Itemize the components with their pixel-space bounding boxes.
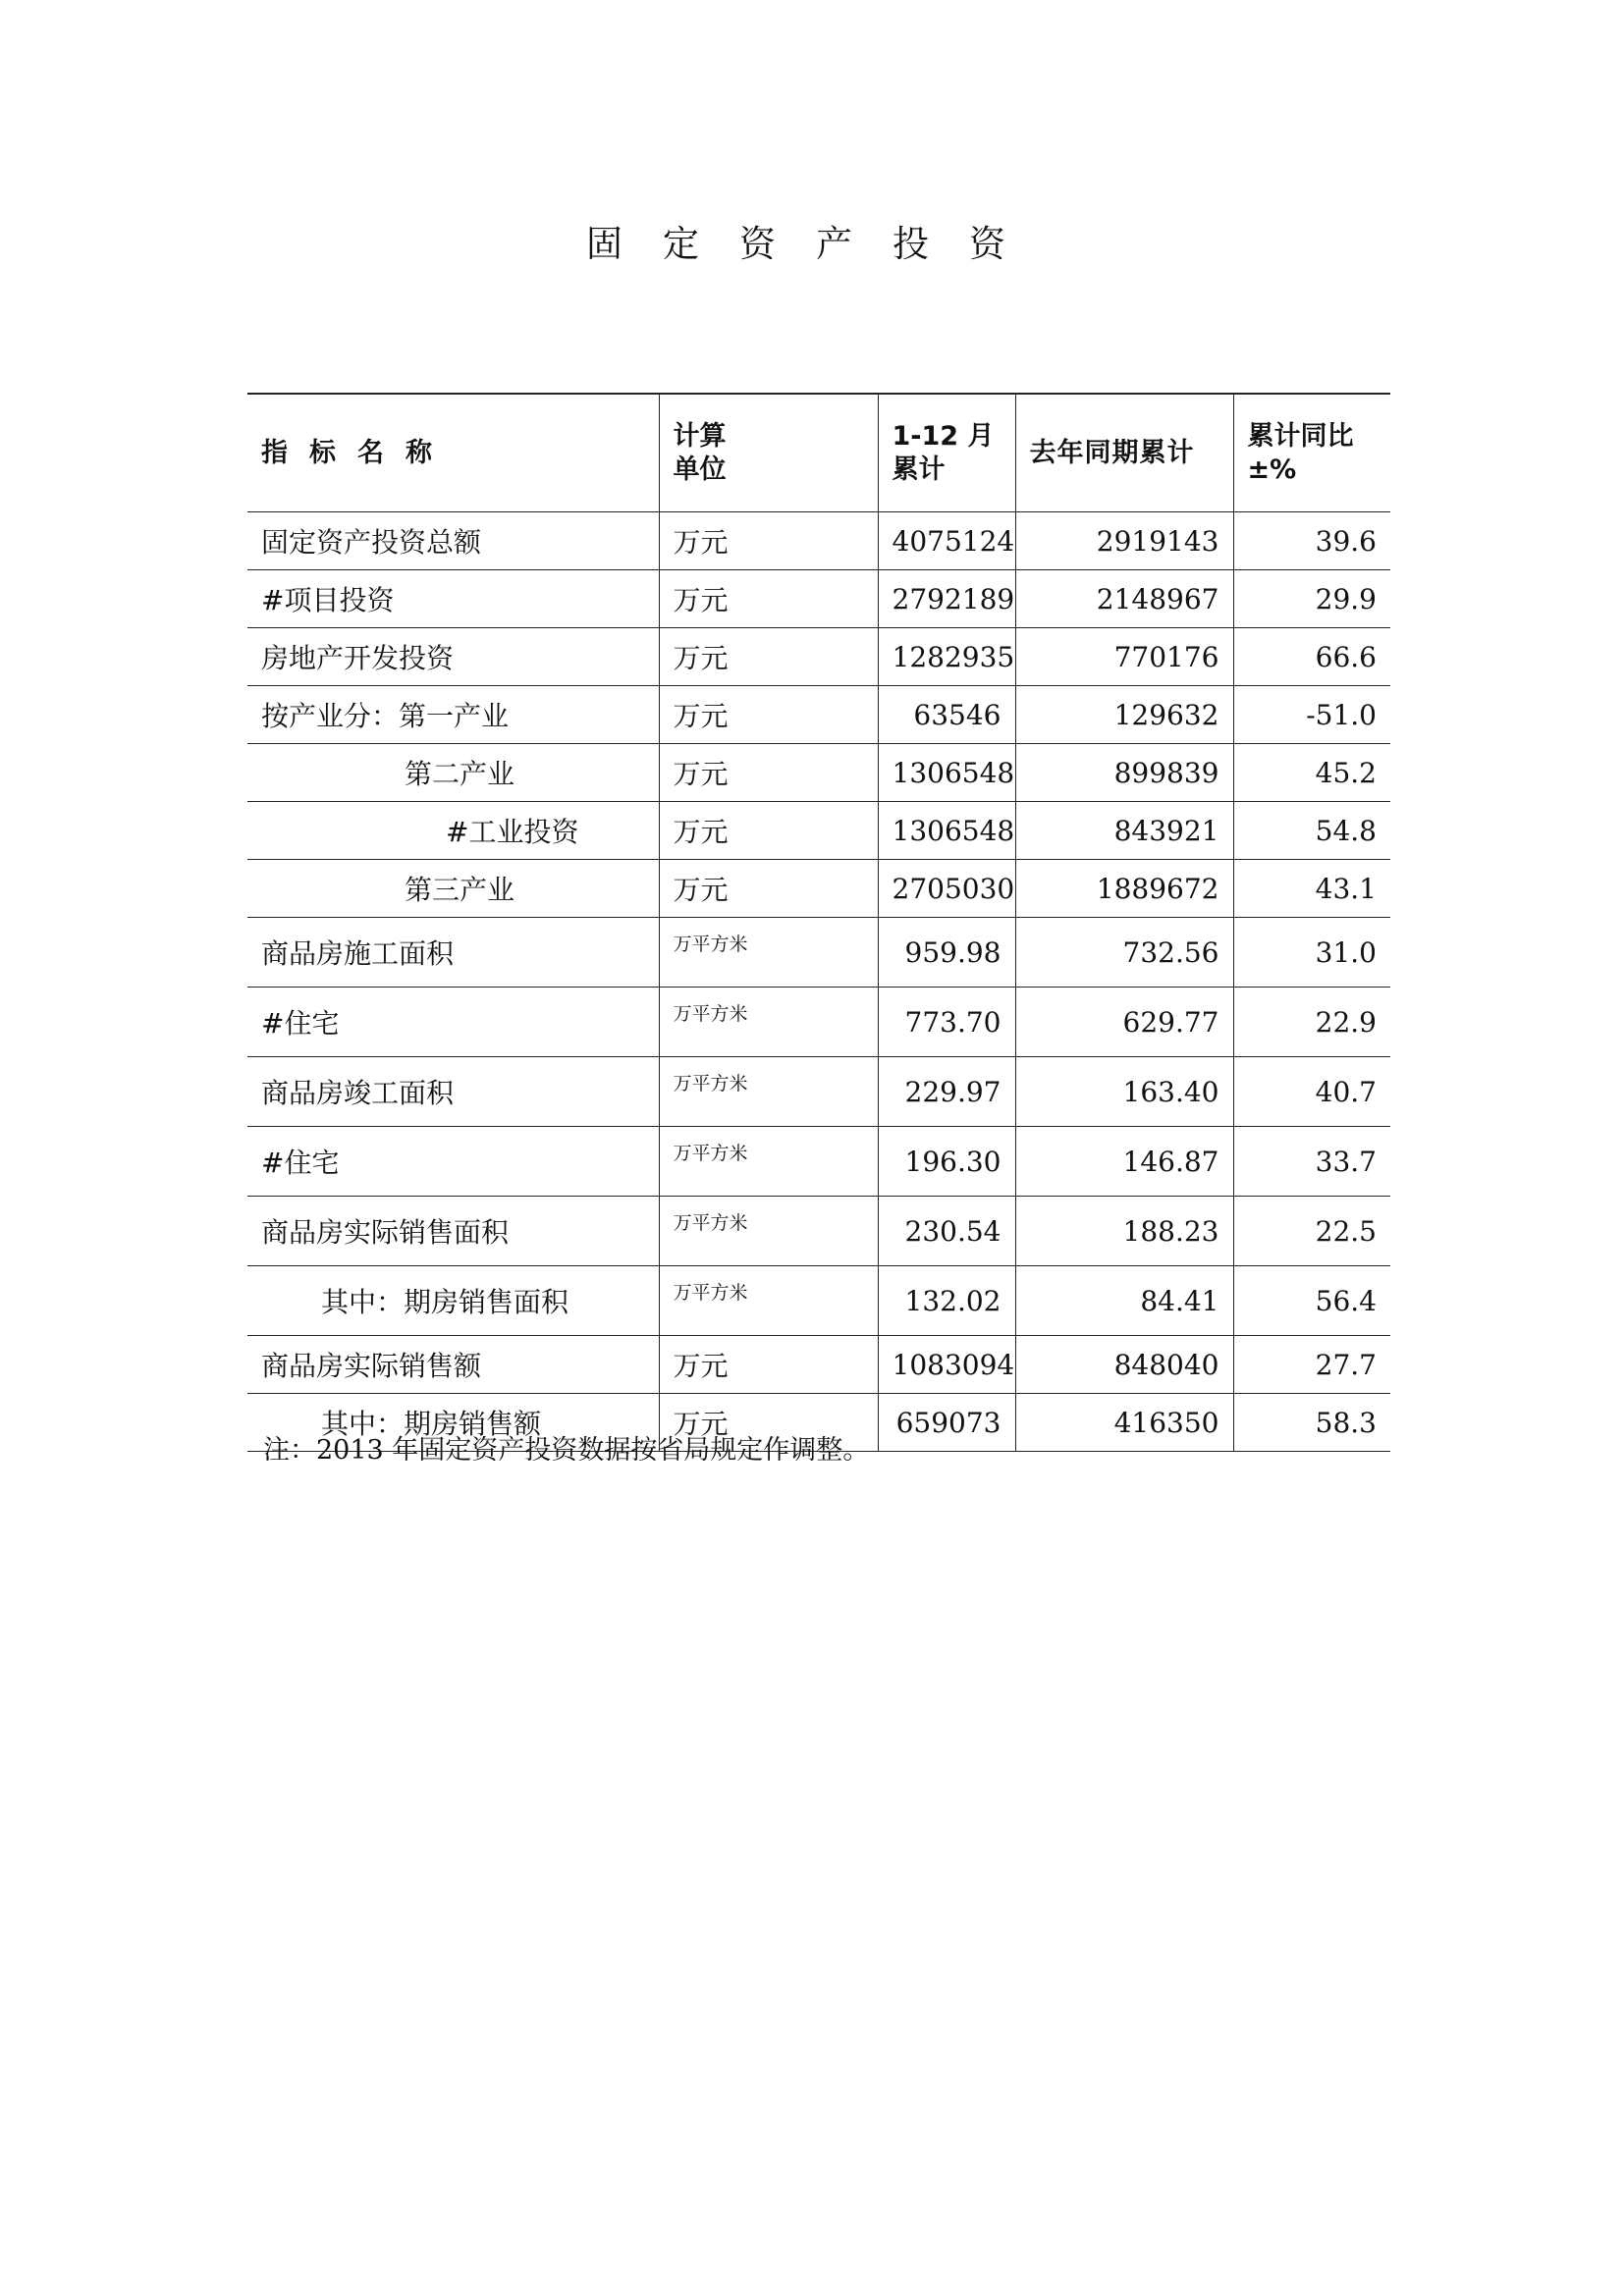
page-title: 固定资产投资 (586, 223, 1046, 265)
row-change: 22.9 (1233, 988, 1390, 1057)
row-unit: 万元 (659, 512, 878, 570)
row-unit: 万平方米 (659, 1057, 878, 1127)
row-name: 商品房实际销售面积 (247, 1197, 659, 1266)
row-current: 1306548 (878, 744, 1015, 802)
row-previous: 770176 (1015, 628, 1233, 686)
table-row (247, 1197, 1390, 1266)
table-row (247, 918, 1390, 988)
row-name: #住宅 (247, 988, 659, 1057)
row-name: 第二产业 (247, 744, 659, 802)
row-name: 房地产开发投资 (247, 628, 659, 686)
row-current: 959.98 (878, 918, 1015, 988)
row-change: 45.2 (1233, 744, 1390, 802)
header-indicator-name: 指标名称 (247, 394, 659, 512)
header-unit-line2: 单位 (673, 454, 727, 485)
row-name: 固定资产投资总额 (247, 512, 659, 570)
row-name: #住宅 (247, 1127, 659, 1197)
row-change: 33.7 (1233, 1127, 1390, 1197)
row-previous: 146.87 (1015, 1127, 1233, 1197)
header-unit (659, 394, 878, 512)
row-unit: 万平方米 (659, 1127, 878, 1197)
header-current-line1: 1-12 月 (892, 420, 995, 452)
row-previous: 2919143 (1015, 512, 1233, 570)
row-unit: 万平方米 (659, 1197, 878, 1266)
row-current: 1282935 (878, 628, 1015, 686)
footnote: 注：2013 年固定资产投资数据按省局规定作调整。 (263, 1435, 870, 1466)
row-current: 659073 (878, 1394, 1015, 1452)
row-unit: 万平方米 (659, 988, 878, 1057)
row-previous: 1889672 (1015, 860, 1233, 918)
row-change: 66.6 (1233, 628, 1390, 686)
row-previous: 416350 (1015, 1394, 1233, 1452)
header-previous: 去年同期累计 (1015, 394, 1233, 512)
row-unit: 万元 (659, 570, 878, 628)
row-previous: 629.77 (1015, 988, 1233, 1057)
row-current: 1306548 (878, 802, 1015, 860)
row-current: 2792189 (878, 570, 1015, 628)
row-name: #工业投资 (247, 802, 659, 860)
row-previous: 732.56 (1015, 918, 1233, 988)
table-row (247, 1127, 1390, 1197)
row-current: 196.30 (878, 1127, 1015, 1197)
row-change: 31.0 (1233, 918, 1390, 988)
fixed-asset-investment-table (247, 393, 1390, 1452)
table-row (247, 744, 1390, 802)
header-change (1233, 394, 1390, 512)
row-previous: 843921 (1015, 802, 1233, 860)
row-name: 其中：期房销售面积 (247, 1266, 659, 1336)
header-current (878, 394, 1015, 512)
row-current: 773.70 (878, 988, 1015, 1057)
row-name: #项目投资 (247, 570, 659, 628)
table-row (247, 686, 1390, 744)
table-row (247, 802, 1390, 860)
row-unit: 万元 (659, 686, 878, 744)
row-change: 56.4 (1233, 1266, 1390, 1336)
row-current: 230.54 (878, 1197, 1015, 1266)
table-row (247, 1057, 1390, 1127)
row-previous: 188.23 (1015, 1197, 1233, 1266)
row-unit: 万平方米 (659, 918, 878, 988)
row-current: 1083094 (878, 1336, 1015, 1394)
row-current: 2705030 (878, 860, 1015, 918)
row-change: 22.5 (1233, 1197, 1390, 1266)
row-name: 其中：期房销售额 (247, 1394, 659, 1452)
row-change: 27.7 (1233, 1336, 1390, 1394)
row-unit: 万元 (659, 802, 878, 860)
row-previous: 163.40 (1015, 1057, 1233, 1127)
header-current-line2: 累计 (892, 454, 946, 485)
row-previous: 2148967 (1015, 570, 1233, 628)
row-change: 54.8 (1233, 802, 1390, 860)
row-unit: 万元 (659, 1394, 878, 1452)
row-change: 58.3 (1233, 1394, 1390, 1452)
row-change: 39.6 (1233, 512, 1390, 570)
row-previous: 899839 (1015, 744, 1233, 802)
table-row (247, 1266, 1390, 1336)
table-row (247, 628, 1390, 686)
row-previous: 84.41 (1015, 1266, 1233, 1336)
header-change-line2: ±% (1247, 454, 1297, 485)
row-current: 63546 (878, 686, 1015, 744)
row-name: 商品房实际销售额 (247, 1336, 659, 1394)
table-row (247, 512, 1390, 570)
row-name: 商品房施工面积 (247, 918, 659, 988)
row-change: 43.1 (1233, 860, 1390, 918)
row-unit: 万元 (659, 628, 878, 686)
row-name: 第三产业 (247, 860, 659, 918)
table-row (247, 860, 1390, 918)
row-unit: 万元 (659, 860, 878, 918)
table-row (247, 1336, 1390, 1394)
row-previous: 129632 (1015, 686, 1233, 744)
table-row (247, 570, 1390, 628)
header-unit-line1: 计算 (673, 420, 727, 452)
row-name: 按产业分：第一产业 (247, 686, 659, 744)
row-change: 40.7 (1233, 1057, 1390, 1127)
row-previous: 848040 (1015, 1336, 1233, 1394)
row-current: 132.02 (878, 1266, 1015, 1336)
row-name: 商品房竣工面积 (247, 1057, 659, 1127)
row-current: 4075124 (878, 512, 1015, 570)
row-unit: 万元 (659, 744, 878, 802)
row-change: 29.9 (1233, 570, 1390, 628)
row-unit: 万平方米 (659, 1266, 878, 1336)
header-change-line1: 累计同比 (1247, 420, 1354, 452)
row-current: 229.97 (878, 1057, 1015, 1127)
table-row (247, 988, 1390, 1057)
table-header-row (247, 394, 1390, 512)
row-change: -51.0 (1233, 686, 1390, 744)
row-unit: 万元 (659, 1336, 878, 1394)
